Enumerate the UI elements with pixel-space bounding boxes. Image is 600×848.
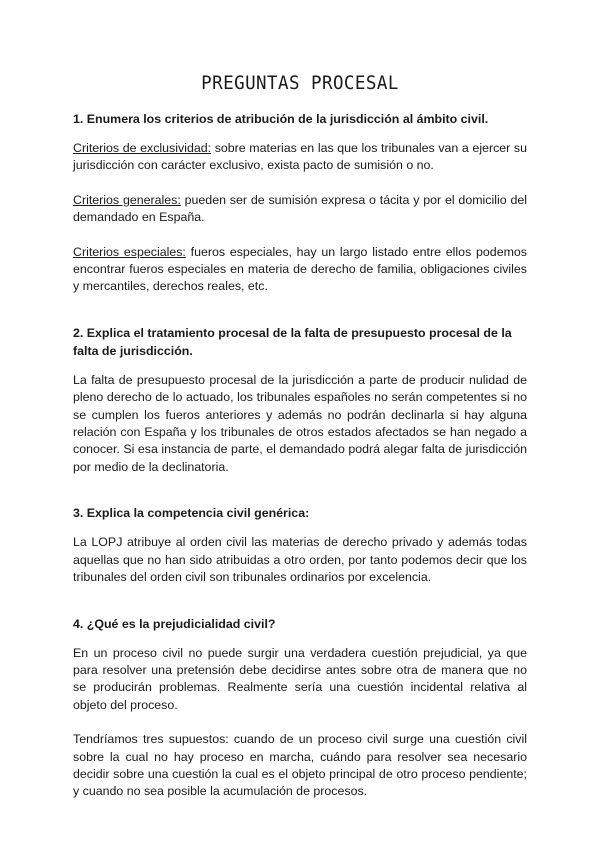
answer-2-paragraph: La falta de presupuesto procesal de la jurisdicción a parte de producir nulidad de pleno derecho de lo actuado, los tribunales españoles no serán competentes si no se cumplen los fueros anteriores y además no podrán declinarla si hay alguna relación con España y los tribunales de otros estados afectados se han negado a conocer. Si esa instancia de parte, el demandado podrá alegar falta de jurisdicción por medio de la declinatoria. [73, 372, 527, 474]
text-criterios-exclusividad: sobre materias en las que los tribunales van a ejercer su jurisdicción con carácter exclusivo, exista pacto de sumisión o no. [73, 141, 528, 173]
text-criterios-especiales: fueros especiales, hay un largo listado entre ellos podemos encontrar fueros especiales en materia de derecho de familia, obligaciones civiles y mercantiles, derechos reales, etc. [73, 244, 527, 294]
question-2: 2. Explica el tratamiento procesal de la falta de presupuesto procesal de la falta de jurisdicción. [73, 325, 512, 358]
label-criterios-especiales: Criterios especiales: [73, 244, 186, 259]
paragraph-criterios-generales [73, 192, 527, 227]
paragraph-criterios-especiales [73, 244, 527, 296]
answer-3-paragraph: La LOPJ atribuye al orden civil las materias de derecho privado y además todas aquellas que no han sido atribuidas a otro orden, por tanto podemos decir que los tribunales del orden civil son tribunales ordinarios por excelencia. [73, 535, 527, 585]
question-3: 3. Explica la competencia civil genérica: [73, 506, 310, 521]
answer-4-paragraph-1: En un proceso civil no puede surgir una verdadera cuestión prejudicial, ya que para resolver una pretensión debe decidirse antes sobre otra de manera que no se producirán problemas. Realmente sería una cuestión incidental relativa al objeto del proceso. [73, 645, 527, 712]
section-1 [73, 110, 527, 296]
question-4: 4. ¿Qué es la prejudicialidad civil? [73, 616, 276, 631]
answer-4-paragraph-2: Tendríamos tres supuestos: cuando de un proceso civil surge una cuestión civil sobre la cual no hay proceso en marcha, cuándo para resolver sea necesario decidir sobre una cuestión la cual es el objeto principal de otro proceso pendiente; y cuando no sea posible la acumulación de procesos. [73, 732, 527, 799]
section-3 [73, 504, 527, 586]
text-criterios-generales: pueden ser de sumisión expresa o tácita y por el domicilio del demandado en España. [73, 192, 527, 225]
paragraph-criterios-exclusividad [73, 140, 527, 175]
label-criterios-generales: Criterios generales: [73, 192, 181, 207]
page-title: PREGUNTAS PROCESAL [201, 72, 399, 94]
section-4 [73, 615, 527, 801]
section-2 [73, 324, 527, 476]
label-criterios-exclusividad: Criterios de exclusividad: [73, 141, 212, 155]
question-1: 1. Enumera los criterios de atribución de la jurisdicción al ámbito civil. [73, 112, 489, 126]
